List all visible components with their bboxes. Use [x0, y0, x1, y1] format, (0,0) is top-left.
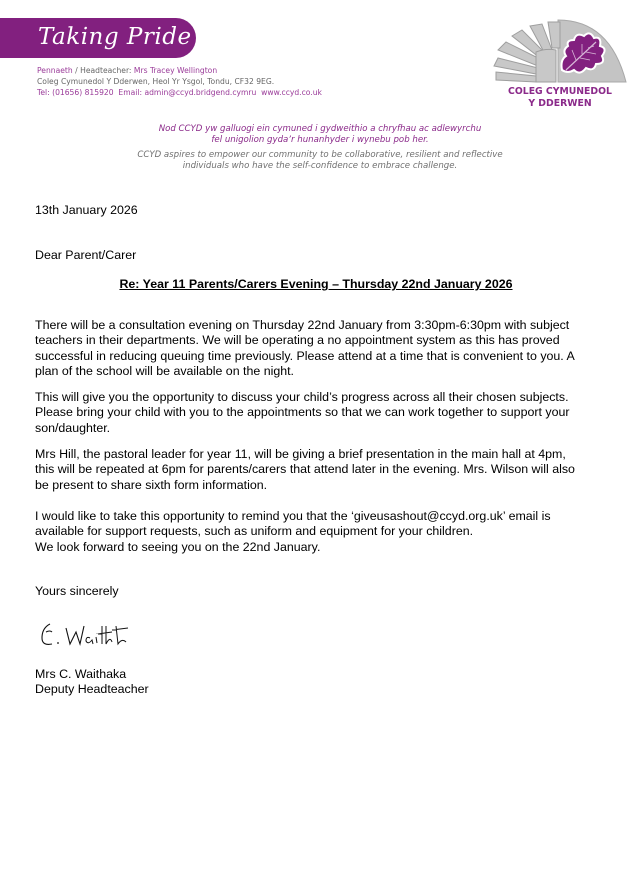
telephone: Tel: (01656) 815920 — [37, 88, 114, 97]
email-address[interactable]: Email: admin@ccyd.bridgend.cymru — [118, 88, 257, 97]
signatory-title: Deputy Headteacher — [35, 682, 149, 696]
taking-pride-banner — [0, 18, 196, 58]
paragraph-line: Please bring your child with you to the appointments so that we can work together to support your — [35, 405, 570, 420]
mission-english-line2: individuals who have the self-confidence to embrace challenge. — [182, 161, 458, 171]
signatory-name: Mrs C. Waithaka — [35, 667, 127, 681]
paragraph-line: be present to share sixth form information. — [35, 477, 268, 492]
paragraph-line: plan of the school will be available on the night. — [35, 363, 294, 378]
paragraph-line: This will give you the opportunity to discuss your child’s progress across all their chosen subjects. — [35, 390, 569, 404]
headteacher-label-english: / Headteacher: — [72, 66, 134, 75]
headteacher-label-welsh: Pennaeth — [37, 66, 73, 75]
paragraph-line: teachers in their departments. We will be operating a no appointment system as this has proved — [35, 333, 560, 348]
closing: Yours sincerely — [35, 584, 119, 598]
headteacher-line — [37, 66, 217, 76]
paragraph-line: available for support requests, such as uniform and equipment for your children. — [35, 524, 474, 539]
oak-leaf-fan-icon — [490, 14, 630, 86]
website-link[interactable]: www.ccyd.co.uk — [261, 88, 322, 97]
mission-welsh-line2: fel unigolion gyda’r hunanhyder i wynebu pob her. — [211, 135, 429, 145]
contact-line — [37, 88, 322, 98]
logo-name-line1: COLEG CYMUNEDOL — [508, 86, 612, 97]
banner-text: Taking Pride — [38, 24, 192, 50]
paragraph-line: I would like to take this opportunity to remind you that the ‘giveusashout@ccyd.org.uk’ email is — [35, 509, 551, 523]
paragraph-presentation — [35, 447, 605, 493]
paragraph-line: this will be repeated at 6pm for parents/carers that attend later in the evening. Mrs. Wilson will also — [35, 462, 575, 477]
school-address: Coleg Cymunedol Y Dderwen, Heol Yr Ysgol, Tondu, CF32 9EG. — [37, 77, 275, 86]
mission-welsh-line1: Nod CCYD yw galluogi ein cymuned i gydweithio a chryfhau ac adlewyrchu — [158, 124, 482, 134]
paragraph-line: son/daughter. — [35, 420, 111, 435]
mission-english-line1: CCYD aspires to empower our community to be collaborative, resilient and reflective — [137, 150, 503, 160]
paragraph-support-email — [35, 509, 605, 555]
headteacher-name: Mrs Tracey Wellington — [133, 66, 218, 75]
paragraph-line: successful in reducing queuing time previously. Please attend at a time that is convenient to you. A — [35, 348, 575, 363]
school-logo — [490, 14, 630, 122]
letter-subject: Re: Year 11 Parents/Carers Evening – Thursday 22nd January 2026 — [119, 277, 513, 291]
paragraph-consultation — [35, 318, 605, 379]
letter-date: 13th January 2026 — [35, 203, 138, 217]
salutation: Dear Parent/Carer — [35, 248, 137, 262]
logo-name-line2: Y DDERWEN — [528, 98, 592, 109]
paragraph-line: There will be a consultation evening on Thursday 22nd January from 3:30pm-6:30pm with subject — [35, 318, 570, 332]
paragraph-line: We look forward to seeing you on the 22nd January. — [35, 539, 321, 554]
paragraph-opportunity — [35, 390, 605, 436]
signature-image — [38, 618, 138, 648]
paragraph-line: Mrs Hill, the pastoral leader for year 11, will be giving a brief presentation in the main hall at 4pm, — [35, 447, 566, 461]
